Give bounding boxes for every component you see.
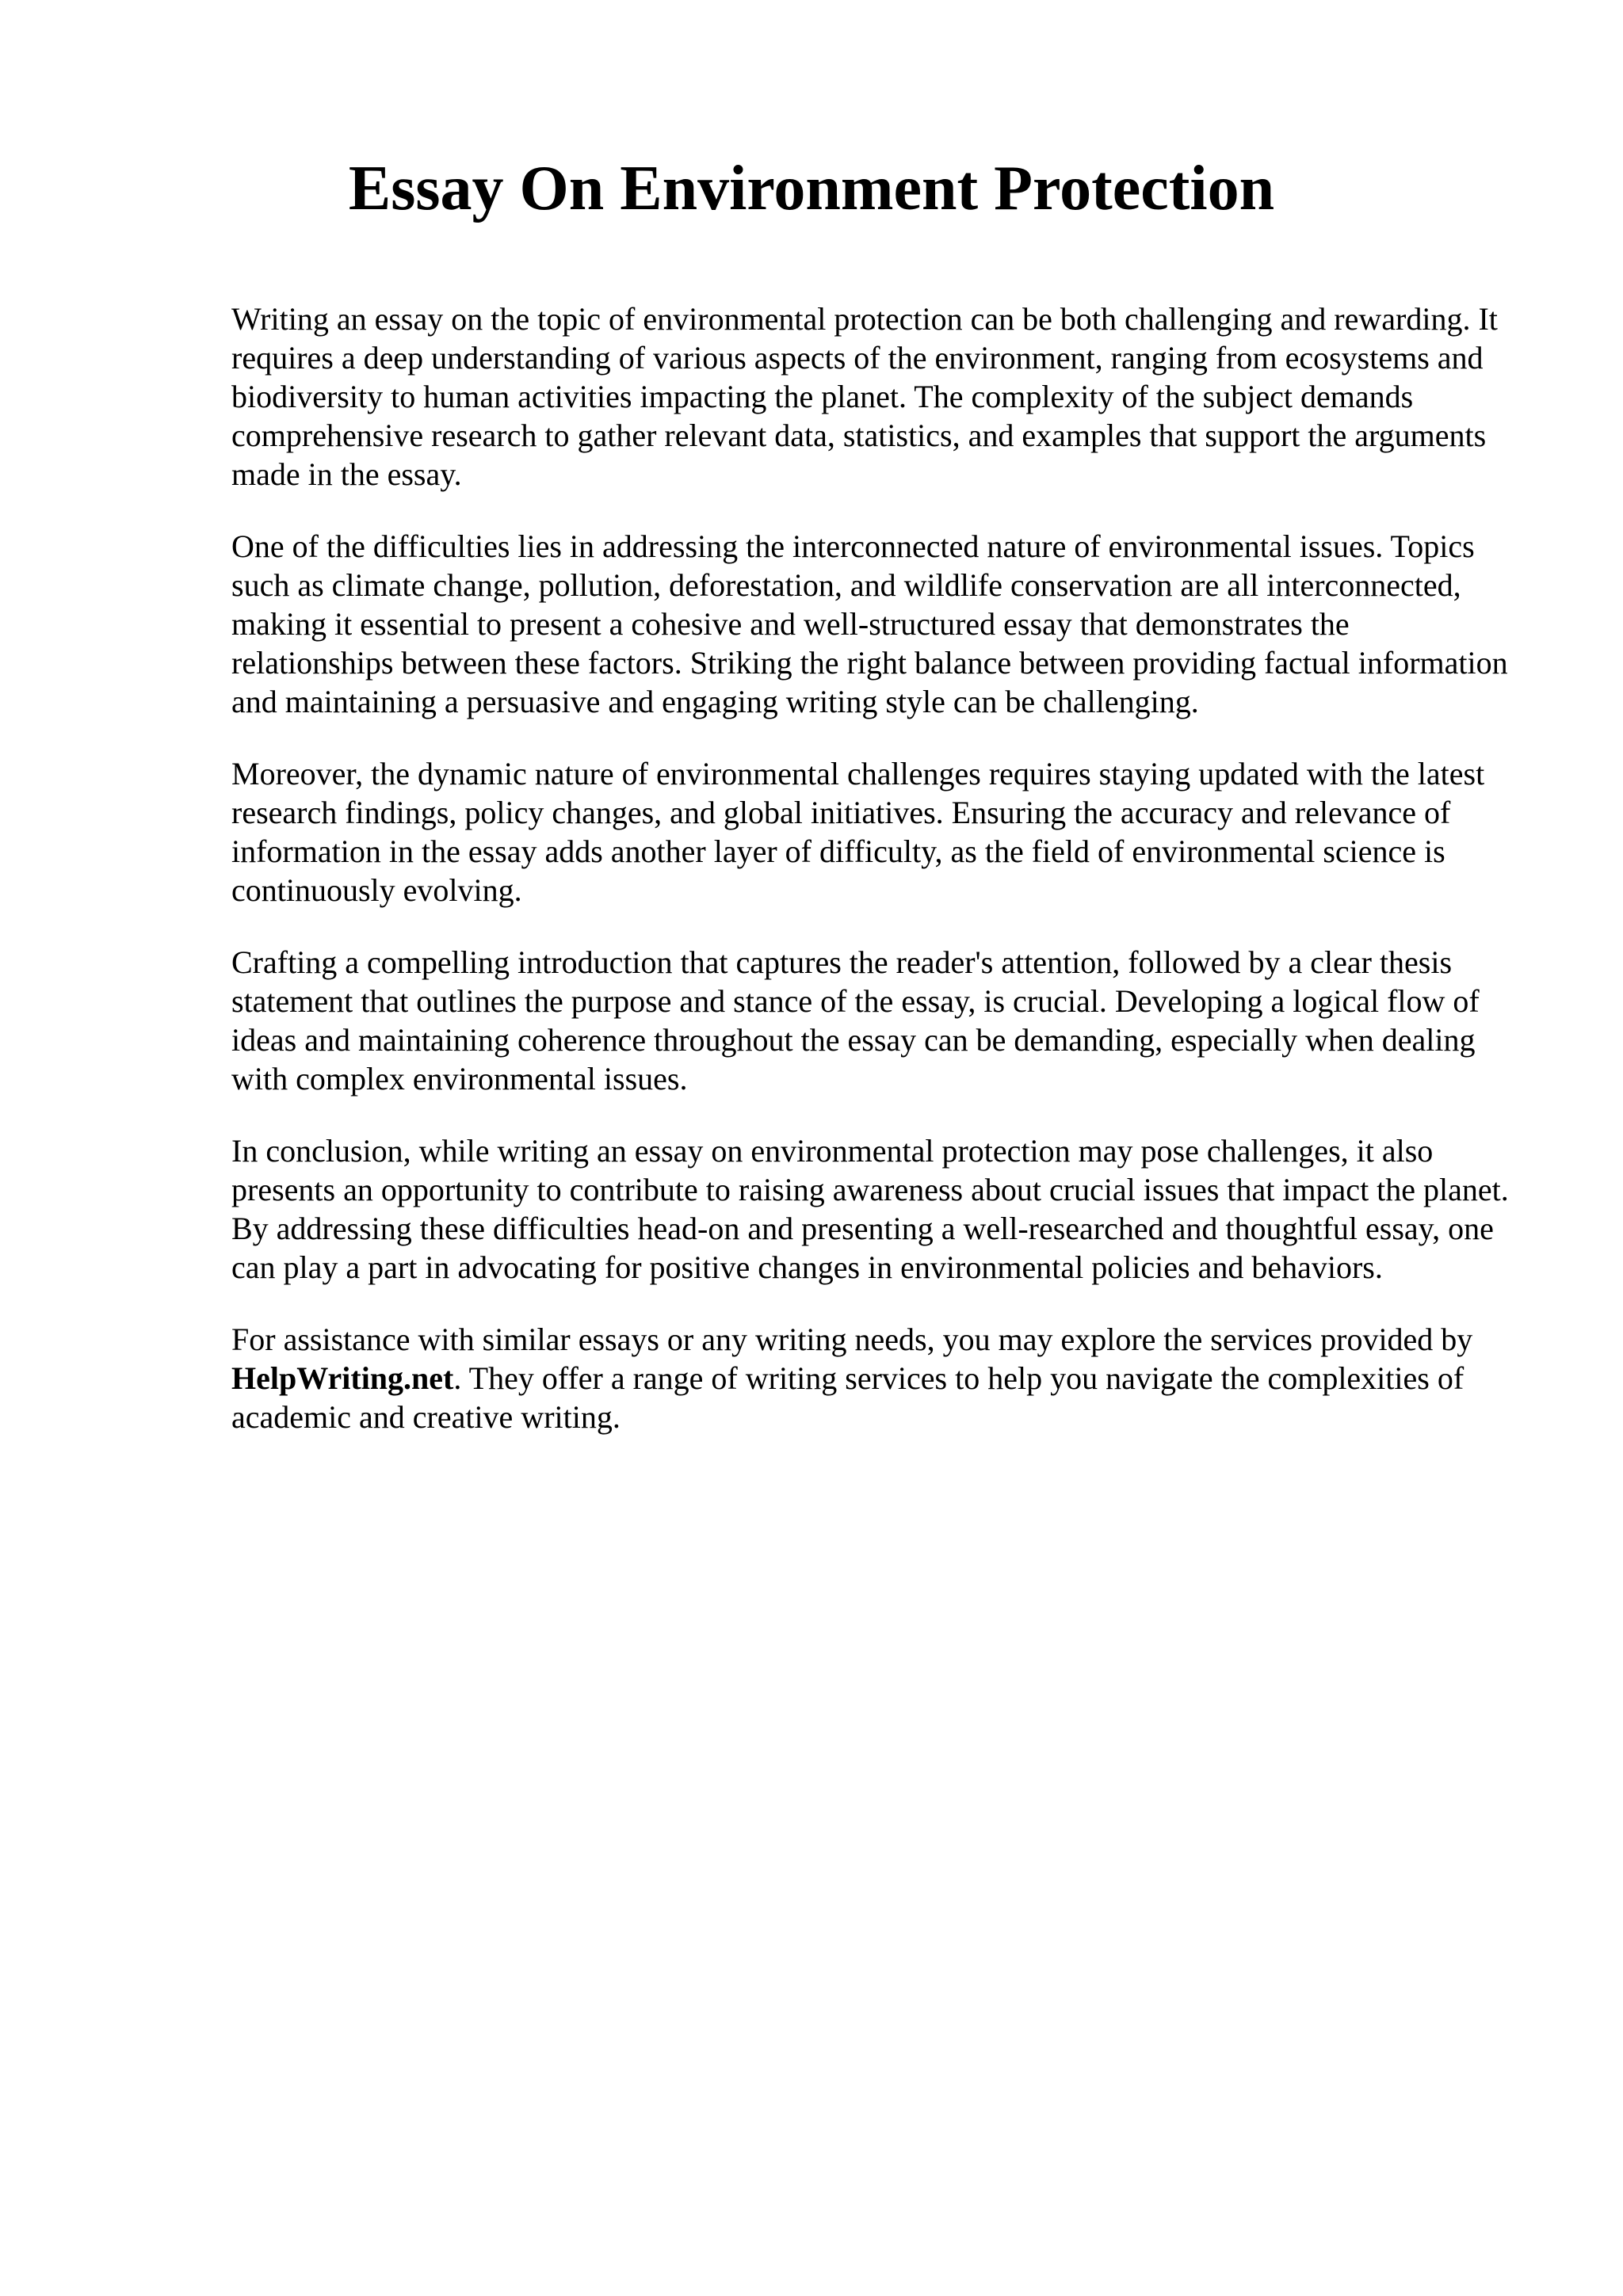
document-title: Essay On Environment Protection: [348, 154, 1275, 223]
paragraph-4: Crafting a compelling introduction that captures the reader's attention, followed by a clear thesis statement that outlines the purpose and stance of the essay, is crucial. Developing a logical flow of ideas and maintaining coherence throughout the essay can be demanding, especially when dealing with complex environmental issues.: [231, 944, 1480, 1097]
document-body: [231, 299, 1519, 1470]
paragraph-2: One of the difficulties lies in addressing the interconnected nature of environmental issues. Topics such as climate change, pollution, deforestation, and wildlife conservation are all interconnected, making it essential to present a cohesive and well-structured essay that demonstrates the relationships between these factors. Striking the right balance between providing factual information and maintaining a persuasive and engaging writing style can be challenging.: [231, 528, 1508, 719]
brand-name: HelpWriting.net: [231, 1360, 454, 1396]
paragraph-5: In conclusion, while writing an essay on environmental protection may pose challenges, it also presents an opportunity to contribute to raising awareness about crucial issues that impact the planet. By addressing these difficulties head-on and presenting a well-researched and thoughtful essay, one can play a part in advocating for positive changes in environmental policies and behaviors.: [231, 1133, 1509, 1285]
paragraph-3: Moreover, the dynamic nature of environmental challenges requires staying updated with the latest research findings, policy changes, and global initiatives. Ensuring the accuracy and relevance of information in the essay adds another layer of difficulty, as the field of environmental science is continuously evolving.: [231, 756, 1485, 908]
closing-text-after: . They offer a range of writing services to help you navigate the complexities of academic and creative writing.: [231, 1360, 1465, 1435]
closing-paragraph: [231, 1320, 1519, 1436]
paragraph-1: Writing an essay on the topic of environmental protection can be both challenging and rewarding. It requires a deep understanding of various aspects of the environment, ranging from ecosystems and biodiversity to human activities impacting the planet. The complexity of the subject demands comprehensive research to gather relevant data, statistics, and examples that support the arguments made in the essay.: [231, 301, 1498, 492]
closing-text-before: For assistance with similar essays or any writing needs, you may explore the services provided by: [231, 1322, 1473, 1357]
